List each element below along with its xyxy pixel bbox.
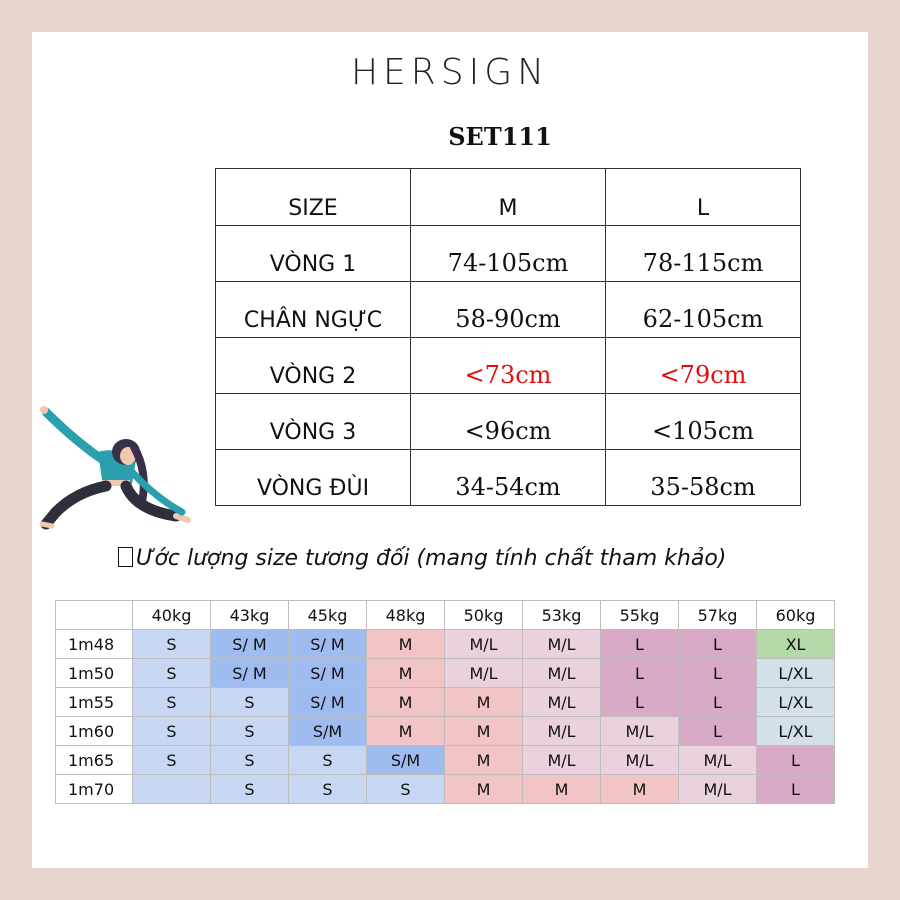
size-cell: S/ M: [211, 630, 289, 659]
size-table-row: [216, 450, 801, 506]
size-measurement-table: [215, 168, 801, 506]
size-cell: S/ M: [289, 659, 367, 688]
size-estimate-grid: [55, 600, 835, 804]
measure-value-l: <79cm: [606, 338, 801, 394]
size-cell: L: [679, 659, 757, 688]
size-cell: M: [445, 717, 523, 746]
estimate-note-text: Ước lượng size tương đối (mang tính chất tham khảo): [136, 546, 727, 571]
measure-label: VÒNG 2: [216, 338, 411, 394]
size-cell: S/M: [367, 746, 445, 775]
size-cell: S: [211, 775, 289, 804]
size-cell: S/ M: [211, 659, 289, 688]
size-cell: L/XL: [757, 717, 835, 746]
size-cell: S/M: [289, 717, 367, 746]
height-label: 1m50: [56, 659, 133, 688]
size-table-row: [216, 282, 801, 338]
size-cell: M: [367, 630, 445, 659]
measure-value-m: <73cm: [411, 338, 606, 394]
checkbox-glyph-icon: [118, 547, 133, 567]
size-cell: L: [757, 746, 835, 775]
measure-label: VÒNG ĐÙI: [216, 450, 411, 506]
size-cell: M: [367, 659, 445, 688]
height-label: 1m60: [56, 717, 133, 746]
size-cell: M/L: [523, 630, 601, 659]
size-table-row: [216, 394, 801, 450]
height-row: [56, 746, 835, 775]
weight-header-cell: 48kg: [367, 601, 445, 630]
measure-value-m: 74-105cm: [411, 226, 606, 282]
size-cell: M/L: [523, 746, 601, 775]
size-cell: L: [679, 688, 757, 717]
height-row: [56, 717, 835, 746]
size-cell: M/L: [679, 746, 757, 775]
size-cell: [133, 775, 211, 804]
weight-header-cell: 50kg: [445, 601, 523, 630]
size-cell: M: [367, 688, 445, 717]
size-cell: S: [211, 717, 289, 746]
size-cell: L: [601, 659, 679, 688]
size-cell: L: [601, 630, 679, 659]
corner-cell: [56, 601, 133, 630]
measure-value-l: 78-115cm: [606, 226, 801, 282]
measure-label: VÒNG 1: [216, 226, 411, 282]
weight-header-cell: 57kg: [679, 601, 757, 630]
size-cell: M: [445, 775, 523, 804]
measure-value-l: <105cm: [606, 394, 801, 450]
size-cell: L: [757, 775, 835, 804]
height-row: [56, 688, 835, 717]
size-cell: S: [133, 717, 211, 746]
size-cell: S: [133, 659, 211, 688]
weight-header-row: [56, 601, 835, 630]
size-cell: S/ M: [289, 630, 367, 659]
size-cell: L/XL: [757, 688, 835, 717]
size-cell: M/L: [523, 717, 601, 746]
brand-logo: HERSIGN: [350, 52, 550, 93]
weight-header-cell: 45kg: [289, 601, 367, 630]
size-cell: M: [445, 746, 523, 775]
weight-header-cell: 43kg: [211, 601, 289, 630]
size-cell: M/L: [445, 630, 523, 659]
measure-label: CHÂN NGỰC: [216, 282, 411, 338]
measure-label: VÒNG 3: [216, 394, 411, 450]
size-cell: L: [679, 630, 757, 659]
size-header-l: L: [606, 169, 801, 226]
size-cell: S: [133, 746, 211, 775]
size-cell: S: [133, 630, 211, 659]
estimate-note: [118, 546, 726, 571]
measure-value-m: <96cm: [411, 394, 606, 450]
size-cell: S: [367, 775, 445, 804]
size-cell: M: [523, 775, 601, 804]
size-cell: S: [211, 746, 289, 775]
height-label: 1m70: [56, 775, 133, 804]
measure-value-m: 58-90cm: [411, 282, 606, 338]
measure-value-l: 35-58cm: [606, 450, 801, 506]
size-cell: M/L: [523, 688, 601, 717]
size-cell: M/L: [601, 746, 679, 775]
size-cell: S/ M: [289, 688, 367, 717]
size-cell: L: [679, 717, 757, 746]
size-cell: S: [133, 688, 211, 717]
size-header-label: SIZE: [216, 169, 411, 226]
size-cell: M/L: [601, 717, 679, 746]
size-cell: M/L: [445, 659, 523, 688]
height-row: [56, 659, 835, 688]
size-cell: M/L: [523, 659, 601, 688]
yoga-woman-illustration: [36, 402, 196, 532]
size-cell: L: [601, 688, 679, 717]
size-table-header-row: [216, 169, 801, 226]
product-code-title: SET111: [448, 122, 552, 151]
size-cell: S: [211, 688, 289, 717]
size-cell: S: [289, 746, 367, 775]
height-row: [56, 630, 835, 659]
size-table-row: [216, 226, 801, 282]
measure-value-m: 34-54cm: [411, 450, 606, 506]
height-label: 1m55: [56, 688, 133, 717]
measure-value-l: 62-105cm: [606, 282, 801, 338]
size-table-row: [216, 338, 801, 394]
size-cell: XL: [757, 630, 835, 659]
weight-header-cell: 53kg: [523, 601, 601, 630]
size-cell: M: [445, 688, 523, 717]
weight-header-cell: 55kg: [601, 601, 679, 630]
height-label: 1m65: [56, 746, 133, 775]
size-cell: M/L: [679, 775, 757, 804]
size-header-m: M: [411, 169, 606, 226]
size-cell: M: [367, 717, 445, 746]
size-cell: S: [289, 775, 367, 804]
size-cell: L/XL: [757, 659, 835, 688]
weight-header-cell: 40kg: [133, 601, 211, 630]
weight-header-cell: 60kg: [757, 601, 835, 630]
height-label: 1m48: [56, 630, 133, 659]
size-cell: M: [601, 775, 679, 804]
height-row: [56, 775, 835, 804]
